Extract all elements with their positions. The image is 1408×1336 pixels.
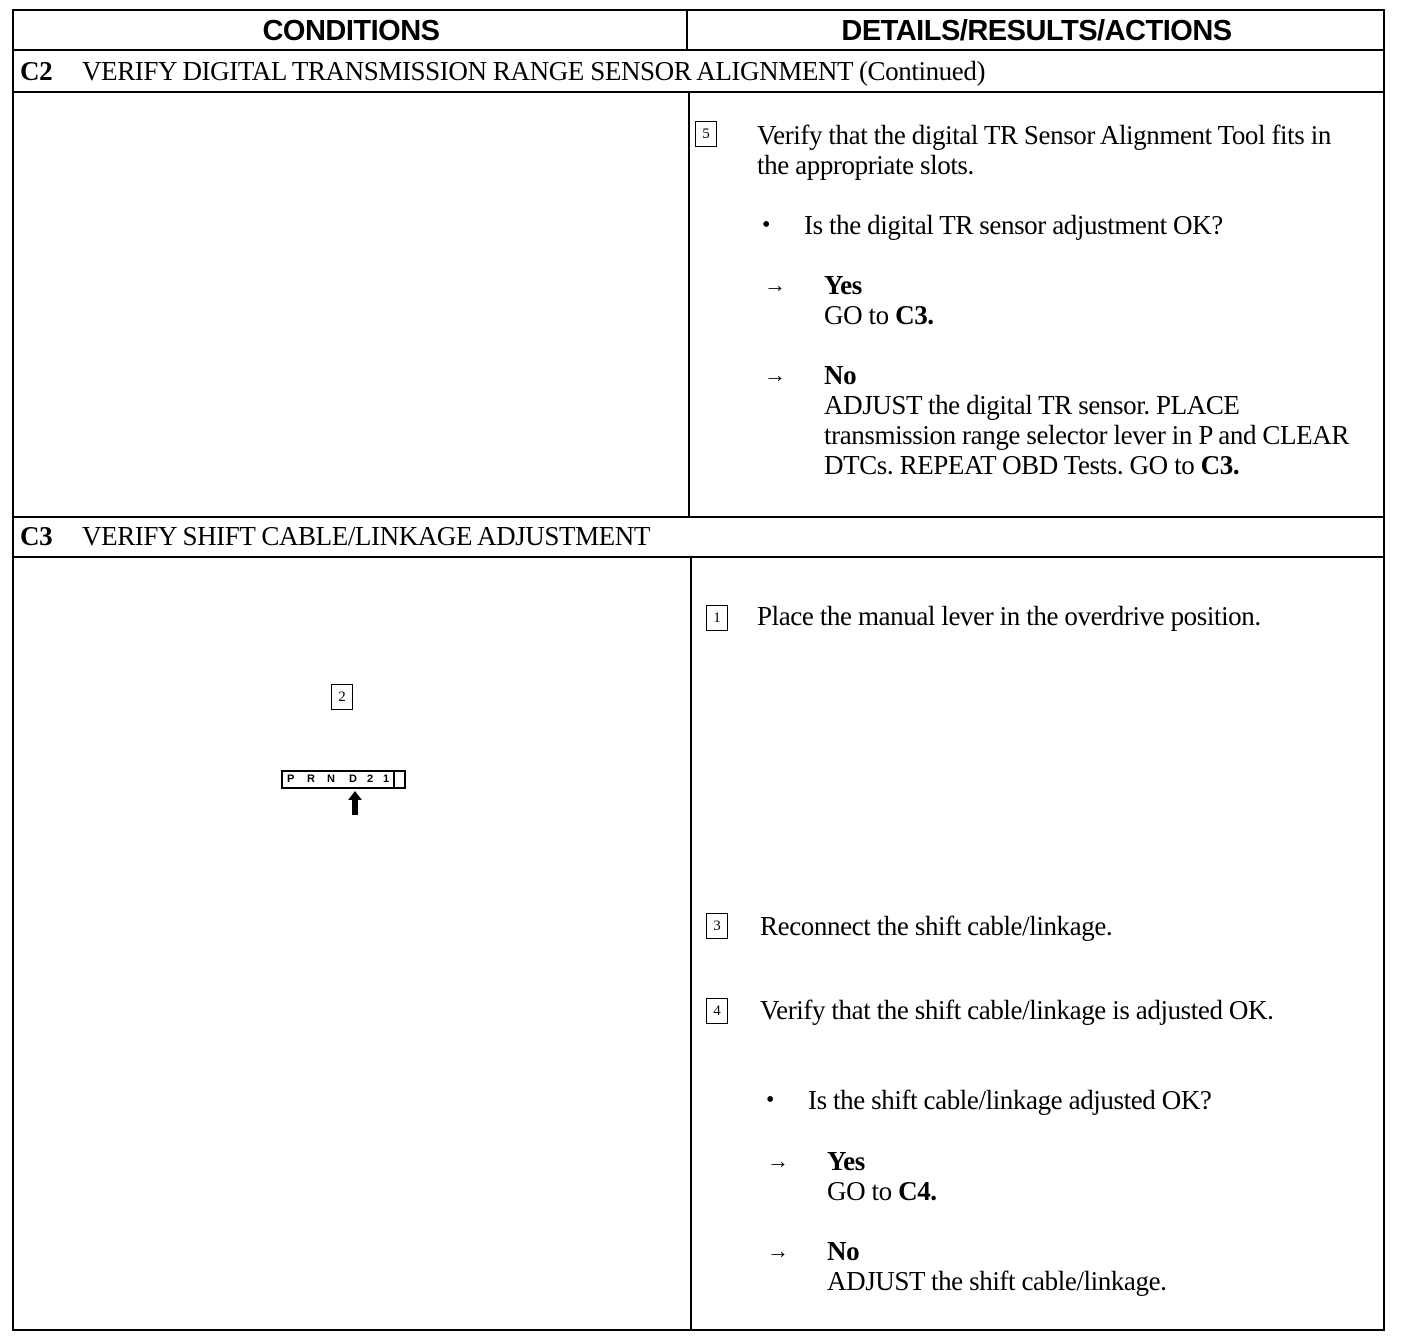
gear-selector-indicator: [281, 770, 406, 789]
gear-letter-2: 2: [367, 773, 374, 785]
c3-yes-arrow-icon: →: [767, 1148, 789, 1173]
diagnostic-table: [12, 9, 1385, 1331]
c3-yes-action: GO to: [827, 1176, 899, 1206]
c3-question: Is the shift cable/linkage adjusted OK?: [808, 1085, 1212, 1115]
c2-title-divider: [14, 91, 1383, 93]
c3-no-action: ADJUST the shift cable/linkage.: [827, 1266, 1167, 1296]
c2-yes-action: GO to: [824, 300, 896, 330]
c3-step-4-box: 4: [706, 998, 728, 1024]
c3-step-3-text: Reconnect the shift cable/linkage.: [760, 911, 1113, 941]
c3-step-1-box: 1: [706, 605, 728, 631]
c3-yes-target: C4.: [898, 1176, 937, 1206]
c3-code: C3: [20, 521, 53, 551]
c3-figure-step-2-box: 2: [331, 684, 353, 710]
gear-letter-1: 1: [383, 773, 390, 785]
c2-title-text: VERIFY DIGITAL TRANSMISSION RANGE SENSOR ALIGNMENT (Continued): [82, 56, 986, 86]
gear-end-tick: [393, 772, 395, 787]
c2-question: Is the digital TR sensor adjustment OK?: [804, 210, 1223, 240]
c3-title-text: VERIFY SHIFT CABLE/LINKAGE ADJUSTMENT: [82, 521, 650, 551]
c3-column-divider: [690, 556, 692, 1331]
c2-no-label: No: [824, 360, 857, 390]
header-column-divider: [686, 11, 688, 49]
c2-no-action: ADJUST the digital TR sensor. PLACE transmission range selector lever in P and CLEAR DTCs. REPEAT OBD Tests. GO to: [824, 390, 1349, 480]
c3-no-block: [827, 1236, 1167, 1296]
header-divider: [14, 49, 1383, 51]
c3-section-title: [20, 521, 650, 552]
c2-step-5-text: Verify that the digital TR Sensor Alignment Tool fits in the appropriate slots.: [757, 120, 1331, 180]
c2-no-arrow-icon: →: [764, 362, 786, 387]
c2-column-divider: [688, 91, 690, 516]
c2-yes-arrow-icon: →: [764, 272, 786, 297]
gear-letter-n: N: [327, 773, 335, 785]
c2-yes-target: C3.: [895, 300, 934, 330]
c2-no-block: [824, 360, 1369, 480]
c3-step-4-text: Verify that the shift cable/linkage is adjusted OK.: [760, 995, 1274, 1025]
c2-question-bullet: •: [762, 212, 771, 238]
conditions-column-header: CONDITIONS: [262, 15, 440, 47]
c2-section-title: [20, 56, 985, 87]
c3-question-bullet: •: [766, 1087, 775, 1113]
c3-yes-block: [827, 1146, 937, 1206]
c2-code: C2: [20, 56, 53, 86]
c2-bottom-divider: [14, 516, 1383, 518]
gear-letter-r: R: [307, 773, 315, 785]
c3-step-3-box: 3: [706, 913, 728, 939]
c3-step-1-text: Place the manual lever in the overdrive position.: [757, 601, 1261, 631]
c2-yes-block: [824, 270, 934, 330]
c3-no-arrow-icon: →: [767, 1238, 789, 1263]
c2-yes-label: Yes: [824, 270, 862, 300]
c2-no-target: C3.: [1200, 450, 1240, 480]
gear-letter-d: D: [349, 773, 357, 785]
c3-no-label: No: [827, 1236, 860, 1266]
up-arrow-icon: [345, 790, 365, 816]
c3-title-divider: [14, 556, 1383, 558]
c2-step-5-box: 5: [695, 121, 717, 147]
gear-letter-p: P: [287, 773, 295, 785]
c3-yes-label: Yes: [827, 1146, 865, 1176]
details-column-header: DETAILS/RESULTS/ACTIONS: [841, 15, 1232, 47]
